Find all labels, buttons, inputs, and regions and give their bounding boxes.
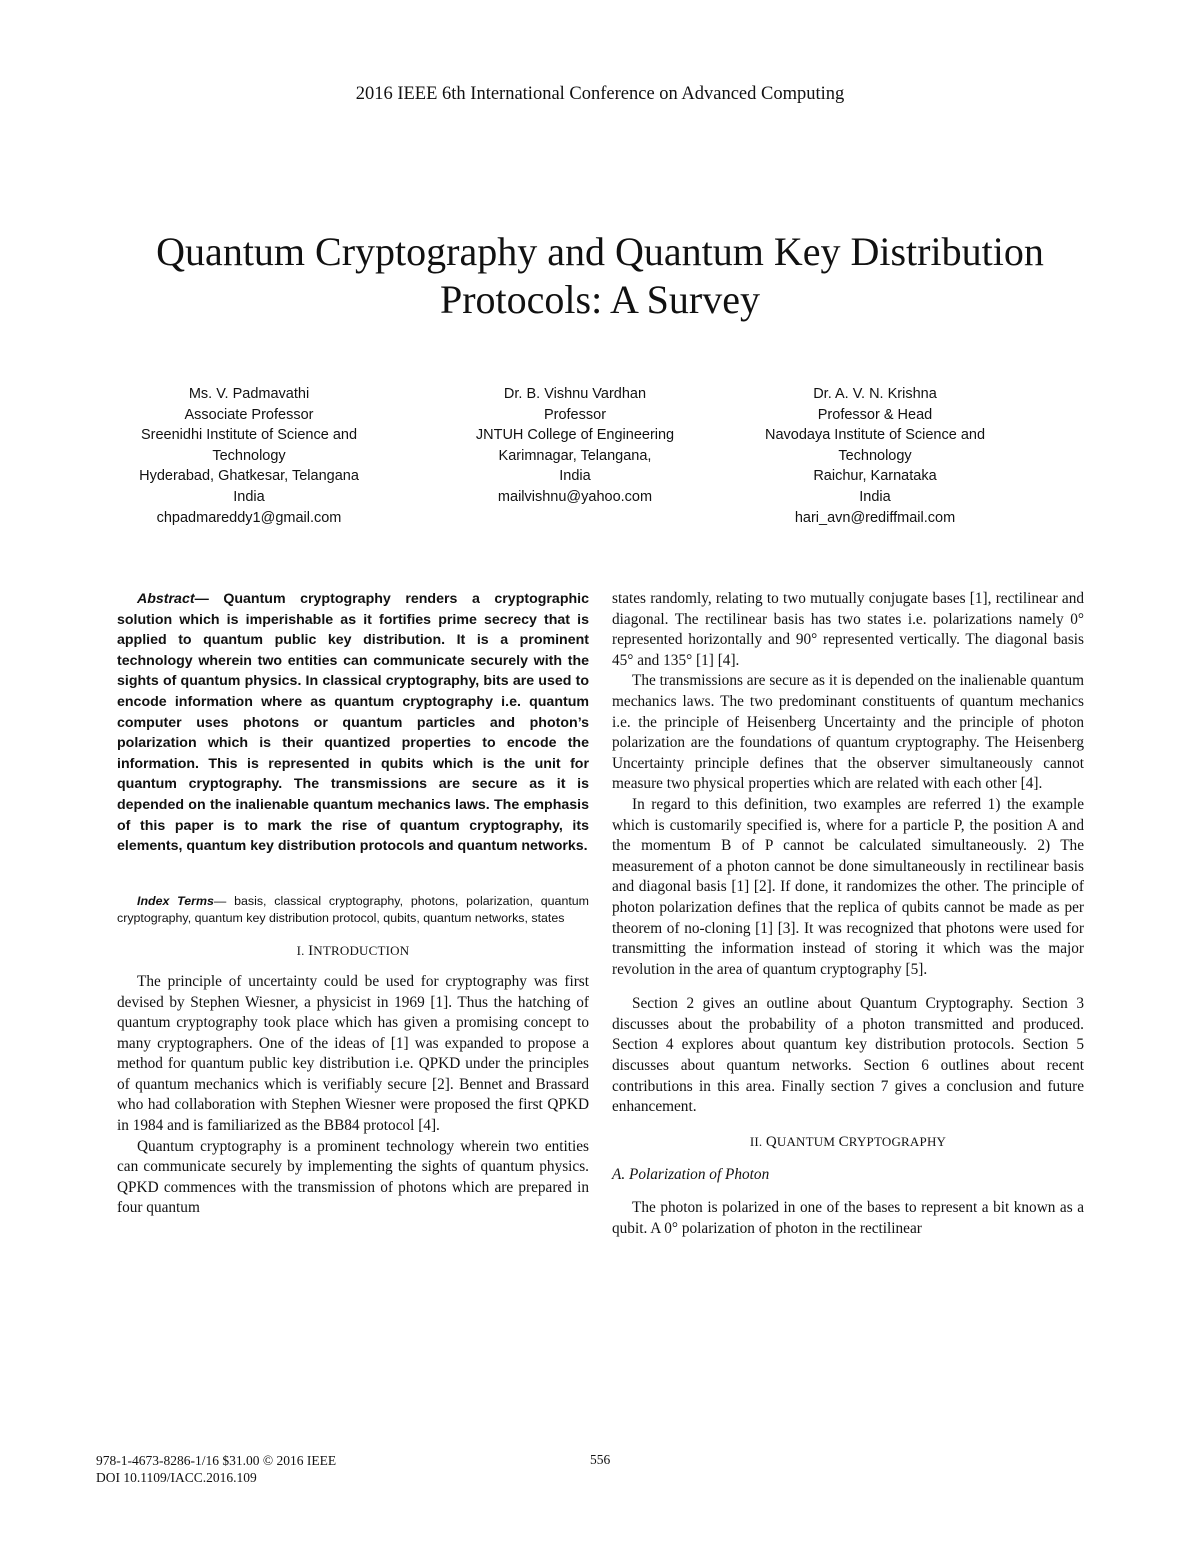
author-affiliation: Technology xyxy=(212,447,286,464)
page-number: 556 xyxy=(590,1452,611,1467)
index-terms-dash: — xyxy=(213,893,235,908)
paragraph: In regard to this definition, two examples are referred 1) the example which is customarily specified is, where for a particle P, the position A and the momentum B of P cannot be calculated simultaneously. 2) The measurement of a photon cannot be done simultaneously in rectilinear basis and diagonal basis [1] [2]. If done, it randomizes the other. The principle of photon polarization defines that the replica of qubits cannot be made as per theorem of no-cloning [1] [3]. It was recognized that photons were used for transmitting the information instead of storing it which was the major revolution in the area of quantum cryptography [5]. xyxy=(612,795,1084,978)
paragraph-continued: states randomly, relating to two mutually conjugate bases [1], rectilinear and diagonal. The rectilinear basis has two states i.e. polarizations namely 0° represented horizontally and 90° represented vertically. The diagonal basis 45° and 135° [1] [4]. xyxy=(612,590,1084,669)
author-position: Professor xyxy=(543,406,607,423)
left-column xyxy=(117,589,589,1219)
author-country: India xyxy=(559,468,591,485)
author-country: India xyxy=(859,488,891,505)
abstract-label: Abstract xyxy=(137,591,195,607)
abstract xyxy=(117,589,589,857)
author-2 xyxy=(410,384,740,508)
section-heading-introduction xyxy=(117,941,589,962)
author-location: Raichur, Karnataka xyxy=(813,468,937,485)
author-name: Dr. B. Vishnu Vardhan xyxy=(503,386,647,402)
author-affiliation: Sreenidhi Institute of Science and xyxy=(140,427,358,444)
paragraph: The transmissions are secure as it is depended on the inalienable quantum mechanics laws. The two predominant constituents of quantum mechanics i.e. the principle of Heisenberg Uncertainty and the principle of photon polarization are the foundations of quantum cryptography. The Heisenberg Uncertainty principle defines that the observer simultaneously cannot measure two physical properties which are related with each other [4]. xyxy=(612,672,1084,793)
index-terms xyxy=(117,893,589,928)
heading-rest: RYPTOGRAPHY xyxy=(848,1133,947,1149)
right-column xyxy=(612,589,1084,1239)
heading-initial: I xyxy=(308,943,314,960)
paragraph: The principle of uncertainty could be used for cryptography was first devised by Stephen Wiesner, a physicist in 1969 [1]. Thus the hatching of quantum cryptography took place which has given a promising concept to many cryptographers. One of the ideas of [1] was expanded to propose a method for quantum public key distribution i.e. QPKD under the principles of quantum mechanics which is verifiably secure [2]. Bennet and Brassard who had collaboration with Stephen Wiesner were proposed the first QPKD in 1984 and is familiarized as the BB84 protocol [4]. xyxy=(117,972,589,1135)
author-1 xyxy=(84,384,414,528)
heading-initial: Q xyxy=(765,1133,777,1150)
author-position: Professor & Head xyxy=(817,406,933,423)
author-position: Associate Professor xyxy=(184,406,314,423)
paragraph: Quantum cryptography is a prominent technology wherein two entities can communicate securely by implementing the sights of quantum physics. QPKD commences with the transmission of photons which are prepared in four quantum xyxy=(117,1137,589,1217)
abstract-dash: — xyxy=(194,591,224,607)
title-line-2: Protocols: A Survey xyxy=(439,277,761,322)
paragraph: Section 2 gives an outline about Quantum Cryptography. Section 3 discusses about the probability of a photon transmitted and produced. Section 4 explores about quantum key distribution protocols. Section 5 discusses about quantum networks. Section 6 outlines about recent contributions in this area. Finally section 7 gives a conclusion and future enhancement. xyxy=(612,995,1084,1116)
footer-isbn: 978-1-4673-8286-1/16 $31.00 © 2016 IEEE xyxy=(96,1453,337,1468)
author-location: Hyderabad, Ghatkesar, Telangana xyxy=(139,468,359,485)
index-terms-text: basis, classical cryptography, photons, polarization, quantum cryptography, quantum key distribution protocol, qubits, quantum networks, states xyxy=(117,893,589,926)
author-email[interactable]: mailvishnu@yahoo.com xyxy=(497,488,653,505)
title-line-1: Quantum Cryptography and Quantum Key Distribution xyxy=(156,229,1044,274)
section-heading-quantum-cryptography xyxy=(612,1132,1084,1153)
paragraph: The photon is polarized in one of the bases to represent a bit known as a qubit. A 0° polarization of photon in the rectilinear xyxy=(612,1199,1084,1237)
subsection-heading-polarization: A. Polarization of Photon xyxy=(612,1166,770,1184)
heading-rest: UANTUM xyxy=(776,1133,839,1149)
author-affiliation: Technology xyxy=(838,447,912,464)
heading-initial: C xyxy=(838,1133,849,1150)
section-numeral: I. xyxy=(296,943,309,959)
author-affiliation: JNTUH College of Engineering xyxy=(475,427,675,444)
section-numeral: II. xyxy=(749,1133,766,1149)
author-affiliation: Navodaya Institute of Science and xyxy=(764,427,986,444)
heading-rest: NTRODUCTION xyxy=(313,943,410,959)
footer-doi: DOI 10.1109/IACC.2016.109 xyxy=(96,1470,257,1485)
author-country: India xyxy=(233,488,265,505)
author-email[interactable]: hari_avn@rediffmail.com xyxy=(794,509,956,526)
conference-header: 2016 IEEE 6th International Conference on Advanced Computing xyxy=(355,84,845,104)
index-terms-label: Index Terms xyxy=(137,893,214,908)
abstract-text: Quantum cryptography renders a cryptographic solution which is imperishable as it fortifies prime secrecy that is applied to quantum public key distribution. It is a prominent technology wherein two entities can communicate securely with the sights of quantum physics. In classical cryptography, bits are used to encode information where as quantum cryptography i.e. quantum computer uses photons or quantum particles and photon’s polarization which is their quantized properties to encode the information. This is represented in qubits which is the unit for quantum cryptography. The transmissions are secure as it is depended on the inalienable quantum mechanics laws. The emphasis of this paper is to mark the rise of quantum cryptography, its elements, quantum key distribution protocols and quantum networks. xyxy=(117,591,589,855)
author-email[interactable]: chpadmareddy1@gmail.com xyxy=(156,509,342,526)
author-location: Karimnagar, Telangana, xyxy=(498,447,652,464)
author-name: Ms. V. Padmavathi xyxy=(188,386,310,402)
footer-publication-info xyxy=(96,1452,336,1486)
paper-title xyxy=(80,228,1120,324)
author-name: Dr. A. V. N. Krishna xyxy=(813,386,937,402)
author-3 xyxy=(710,384,1040,528)
